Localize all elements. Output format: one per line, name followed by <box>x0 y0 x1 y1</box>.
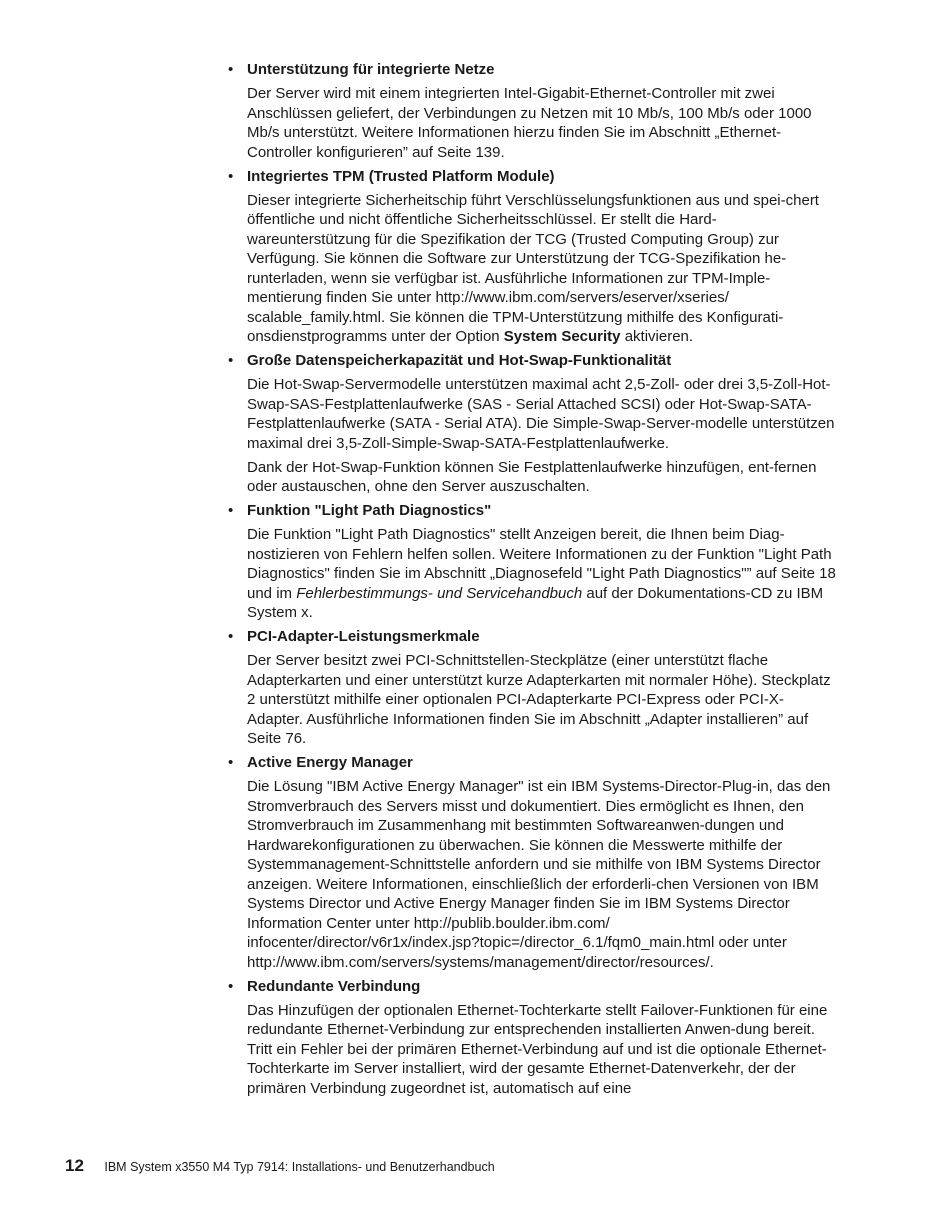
section-heading: Active Energy Manager <box>247 754 413 771</box>
bullet-icon: • <box>228 502 234 519</box>
footer-title: IBM System x3550 M4 Typ 7914: Installations- und Benutzerhandbuch <box>104 1160 495 1174</box>
section-paragraph: Dieser integrierte Sicherheitschip führt Verschlüsselungsfunktionen aus und spei-chert öffentliche und nicht öffentliche Sicherheitsschlüssel. Er stellt die Hard-wareunterstützung für die Spezifikation der TCG (Trusted Computing Group) zur Verfügung. Sie können die Software zur Unterstützung der TCG-Spezifikation he-runterladen, wenn sie verfügbar ist. Ausführliche Informationen zur TPM-Imple-mentierung finden Sie unter http://www.ibm.com/servers/eserver/xseries/ scalable_family.html. Sie können die TPM-Unterstützung mithilfe des Konfigurati-onsdienstprogramms unter der Option System Security aktivieren. <box>247 191 819 345</box>
section-heading: Unterstützung für integrierte Netze <box>247 61 495 78</box>
emphasis-bold: System Security <box>503 328 621 345</box>
document-body <box>228 60 838 1103</box>
section-paragraph: Die Hot-Swap-Servermodelle unterstützen maximal acht 2,5-Zoll- oder drei 3,5-Zoll-Hot-Swap-SAS-Festplattenlaufwerke (SAS - Serial Attached SCSI) oder Hot-Swap-SATA-Festplattenlaufwerke (SATA - Serial ATA). Die Simple-Swap-Server-modelle unterstützen maximal drei 3,5-Zoll-Simple-Swap-SATA-Festplattenlaufwerke. <box>247 376 835 452</box>
section-paragraph: Die Funktion "Light Path Diagnostics" stellt Anzeigen bereit, die Ihnen beim Diag-nostizieren von Fehlern helfen sollen. Weitere Informationen zu der Funktion "Light Path Diagnostics" finden Sie im Abschnitt „Diagnosefeld "Light Path Diagnostics"” auf Seite 18 und im Fehlerbestimmungs- und Servicehandbuch auf der Dokumentations-CD zu IBM System x. <box>247 526 836 621</box>
list-item <box>228 753 838 972</box>
section-paragraph: Das Hinzufügen der optionalen Ethernet-Tochterkarte stellt Failover-Funktionen für eine redundante Ethernet-Verbindung zur entsprechenden installierten Anwen-dung bereit. Tritt ein Fehler bei der primären Ethernet-Verbindung auf und ist die optionale Ethernet-Tochterkarte im Server installiert, wird der gesamte Ethernet-Datenverkehr, der der primären Verbindung zugeordnet ist, automatisch auf eine <box>247 1001 828 1097</box>
section-paragraph: Der Server besitzt zwei PCI-Schnittstellen-Steckplätze (einer unterstützt flache Adapterkarten und einer unterstützt kurze Adapterkarten mit normaler Höhe). Steckplatz 2 unterstützt mithilfe einer optionalen PCI-Adapterkarte PCI-Express oder PCI-X-Adapter. Ausführliche Informationen finden Sie im Abschnitt „Adapter installieren” auf Seite 76. <box>247 652 831 747</box>
page-footer <box>65 1156 495 1176</box>
list-item <box>228 60 838 162</box>
section-heading: Redundante Verbindung <box>247 977 421 995</box>
bullet-icon: • <box>228 628 234 645</box>
list-item <box>228 977 838 1099</box>
emphasis-italic: Fehlerbestimmungs- und Servicehandbuch <box>296 584 583 602</box>
section-paragraph: Der Server wird mit einem integrierten Intel-Gigabit-Ethernet-Controller mit zwei Anschlüssen geliefert, der Verbindungen zu Netzen mit 10 Mb/s, 100 Mb/s oder 1000 Mb/s unterstützt. Weitere Informationen hierzu finden Sie im Abschnitt „Ethernet-Controller konfigurieren” auf Seite 139. <box>247 85 812 161</box>
page-number: 12 <box>65 1156 84 1175</box>
section-heading: Integriertes TPM (Trusted Platform Module) <box>247 167 555 185</box>
bullet-icon: • <box>228 977 234 995</box>
bullet-icon: • <box>228 167 234 185</box>
bullet-icon: • <box>228 61 234 78</box>
section-paragraph: Dank der Hot-Swap-Funktion können Sie Festplattenlaufwerke hinzufügen, ent-fernen oder austauschen, ohne den Server auszuschalten. <box>247 458 817 495</box>
list-item <box>228 501 838 623</box>
list-item <box>228 167 838 347</box>
bullet-icon: • <box>228 352 234 369</box>
list-item <box>228 351 838 497</box>
section-heading: Funktion "Light Path Diagnostics" <box>247 502 492 519</box>
list-item <box>228 627 838 749</box>
section-heading: Große Datenspeicherkapazität und Hot-Swap-Funktionalität <box>247 352 672 369</box>
section-paragraph: Die Lösung "IBM Active Energy Manager" ist ein IBM Systems-Director-Plug-in, das den Stromverbrauch des Servers misst und dokumentiert. Dies ermöglicht es Ihnen, den Stromverbrauch im Zusammenhang mit bestimmten Softwareanwen-dungen und Hardwarekonfigurationen zu überwachen. Sie können die Messwerte mithilfe der Systemmanagement-Schnittstelle anfordern und sie mithilfe von IBM Systems Director anzeigen. Weitere Informationen, einschließlich der erforderli-chen Versionen von IBM Systems Director und Active Energy Manager finden Sie im IBM Systems Director Information Center unter http://publib.boulder.ibm.com/ infocenter/director/v6r1x/index.jsp?topic=/director_6.1/fqm0_main.html oder unter http://www.ibm.com/servers/systems/management/director/resources/. <box>247 778 831 971</box>
section-heading: PCI-Adapter-Leistungsmerkmale <box>247 628 480 645</box>
bullet-icon: • <box>228 754 234 771</box>
